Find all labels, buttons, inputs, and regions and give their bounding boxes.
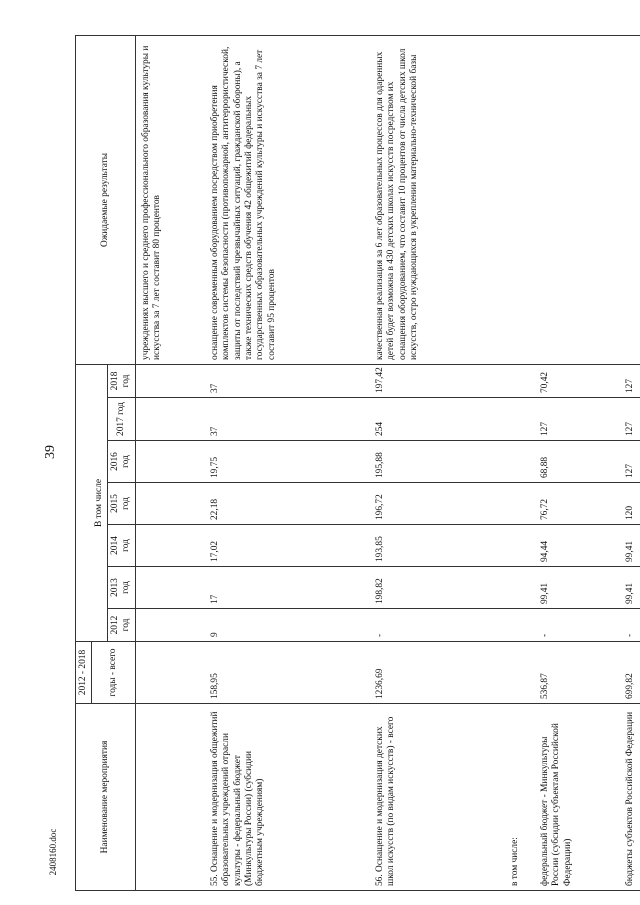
cell-year-value: 193,85 (370, 525, 505, 567)
cell-results (620, 35, 640, 364)
cell-year-value: 22,18 (205, 483, 370, 525)
cell-results (535, 35, 620, 364)
cell-year-value: 195,88 (370, 441, 505, 483)
header-name: Наименование мероприятия (76, 704, 136, 891)
cell-year-value: 120 (620, 483, 640, 525)
cell-year-value (505, 364, 535, 397)
cell-year-value (505, 398, 535, 441)
cell-year-value: 17 (205, 567, 370, 609)
cell-name: 55. Оснащение и модернизация общежитий образовательных учреждений отрасли культуры - федеральный бюджет (Минкультуры России) (субсидии бюджетным учреждениям) (205, 704, 370, 891)
cell-year-value (505, 567, 535, 609)
cell-results: качественная реализация за 6 лет образовательных процессов для одаренных детей будет возможна в 430 детских школах искусств посредством их оснащения оборудованием, что составит 10 процентов от числа детских школ искусств, остро нуждающихся в укреплении материально-технической базы (370, 35, 505, 364)
cell-year-value: 19,75 (205, 441, 370, 483)
cell-year-value: - (370, 609, 505, 642)
cell-results (505, 35, 535, 364)
cell-year-value (505, 483, 535, 525)
cell-year-value: 127 (535, 398, 620, 441)
header-year: 2014 год (108, 525, 136, 567)
footer-filename: 2408160.doc (48, 828, 58, 876)
cell-name: 56. Оснащение и модернизация детских школ искусств (по видам искусств) - всего (370, 704, 505, 891)
rotated-table-block (75, 36, 636, 891)
table-row (205, 35, 370, 890)
header-year: 2018 год (108, 364, 136, 397)
cell-year-value: 196,72 (370, 483, 505, 525)
cell-year-value: 127 (620, 398, 640, 441)
cell-year-value: 254 (370, 398, 505, 441)
cell-year-value: 198,82 (370, 567, 505, 609)
cell-year-value: 94,44 (535, 525, 620, 567)
cell-year-value (505, 609, 535, 642)
cell-year-value (135, 525, 205, 567)
header-group (76, 364, 92, 641)
table-row (620, 35, 640, 890)
cell-year-value: - (535, 609, 620, 642)
header-group-label: В том числе (92, 364, 108, 641)
cell-name: бюджеты субъектов Российской Федерации (620, 704, 640, 891)
cell-year-value (505, 525, 535, 567)
cell-year-value: 9 (205, 609, 370, 642)
cell-results: учреждениях высшего и среднего профессионального образования культуры и искусства за 7 лет составит 80 процентов (135, 35, 205, 364)
cell-name: федеральный бюджет - Минкультуры России (субсидии субъектам Российской Федерации) (535, 704, 620, 891)
cell-year-value (135, 567, 205, 609)
cell-year-value: 37 (205, 364, 370, 397)
table-row (535, 35, 620, 890)
cell-year-value (135, 441, 205, 483)
header-year: 2017 год (108, 398, 136, 441)
cell-total: 536,87 (535, 642, 620, 704)
header-results: Ожидаемые результаты (76, 35, 136, 364)
cell-year-value: 76,72 (535, 483, 620, 525)
header-year: 2013 год (108, 567, 136, 609)
cell-year-value (135, 609, 205, 642)
cell-year-value: 70,42 (535, 364, 620, 397)
cell-total (505, 642, 535, 704)
cell-year-value: 197,42 (370, 364, 505, 397)
cell-year-value: 99,41 (620, 567, 640, 609)
cell-name: в том числе: (505, 704, 535, 891)
cell-year-value: 99,41 (620, 525, 640, 567)
cell-year-value: 17,02 (205, 525, 370, 567)
cell-year-value: 37 (205, 398, 370, 441)
table-row (135, 35, 205, 890)
table-row (505, 35, 535, 890)
cell-total: 158,95 (205, 642, 370, 704)
cell-total: 699,82 (620, 642, 640, 704)
cell-year-value: 99,41 (535, 567, 620, 609)
cell-year-value: - (620, 609, 640, 642)
header-total-bottom: годы - всего (92, 642, 135, 704)
cell-year-value: 68,88 (535, 441, 620, 483)
cell-total: 1236,69 (370, 642, 505, 704)
header-year: 2016 год (108, 441, 136, 483)
cell-year-value (135, 483, 205, 525)
cell-results: оснащение современным оборудованием посредством приобретения комплектов системы безопасности (противопожарной, антитеррористической, защиты от последствий чрезвычайных ситуаций, гражданской обороны), а также технических средств обучения 42 общежитий федеральных государственных образовательных учреждений культуры и искусства за 7 лет составит 95 процентов (205, 35, 370, 364)
cell-name (135, 704, 205, 891)
cell-year-value: 127 (620, 441, 640, 483)
page-number: 39 (43, 445, 58, 459)
cell-year-value: 127 (620, 364, 640, 397)
header-year: 2012 год (108, 609, 136, 642)
cell-total (135, 642, 205, 704)
header-total-top: 2012 - 2018 (76, 642, 92, 704)
cell-year-value (505, 441, 535, 483)
header-year: 2015 год (108, 483, 136, 525)
program-table (75, 35, 640, 891)
cell-year-value (135, 364, 205, 397)
cell-year-value (135, 398, 205, 441)
table-row (370, 35, 505, 890)
